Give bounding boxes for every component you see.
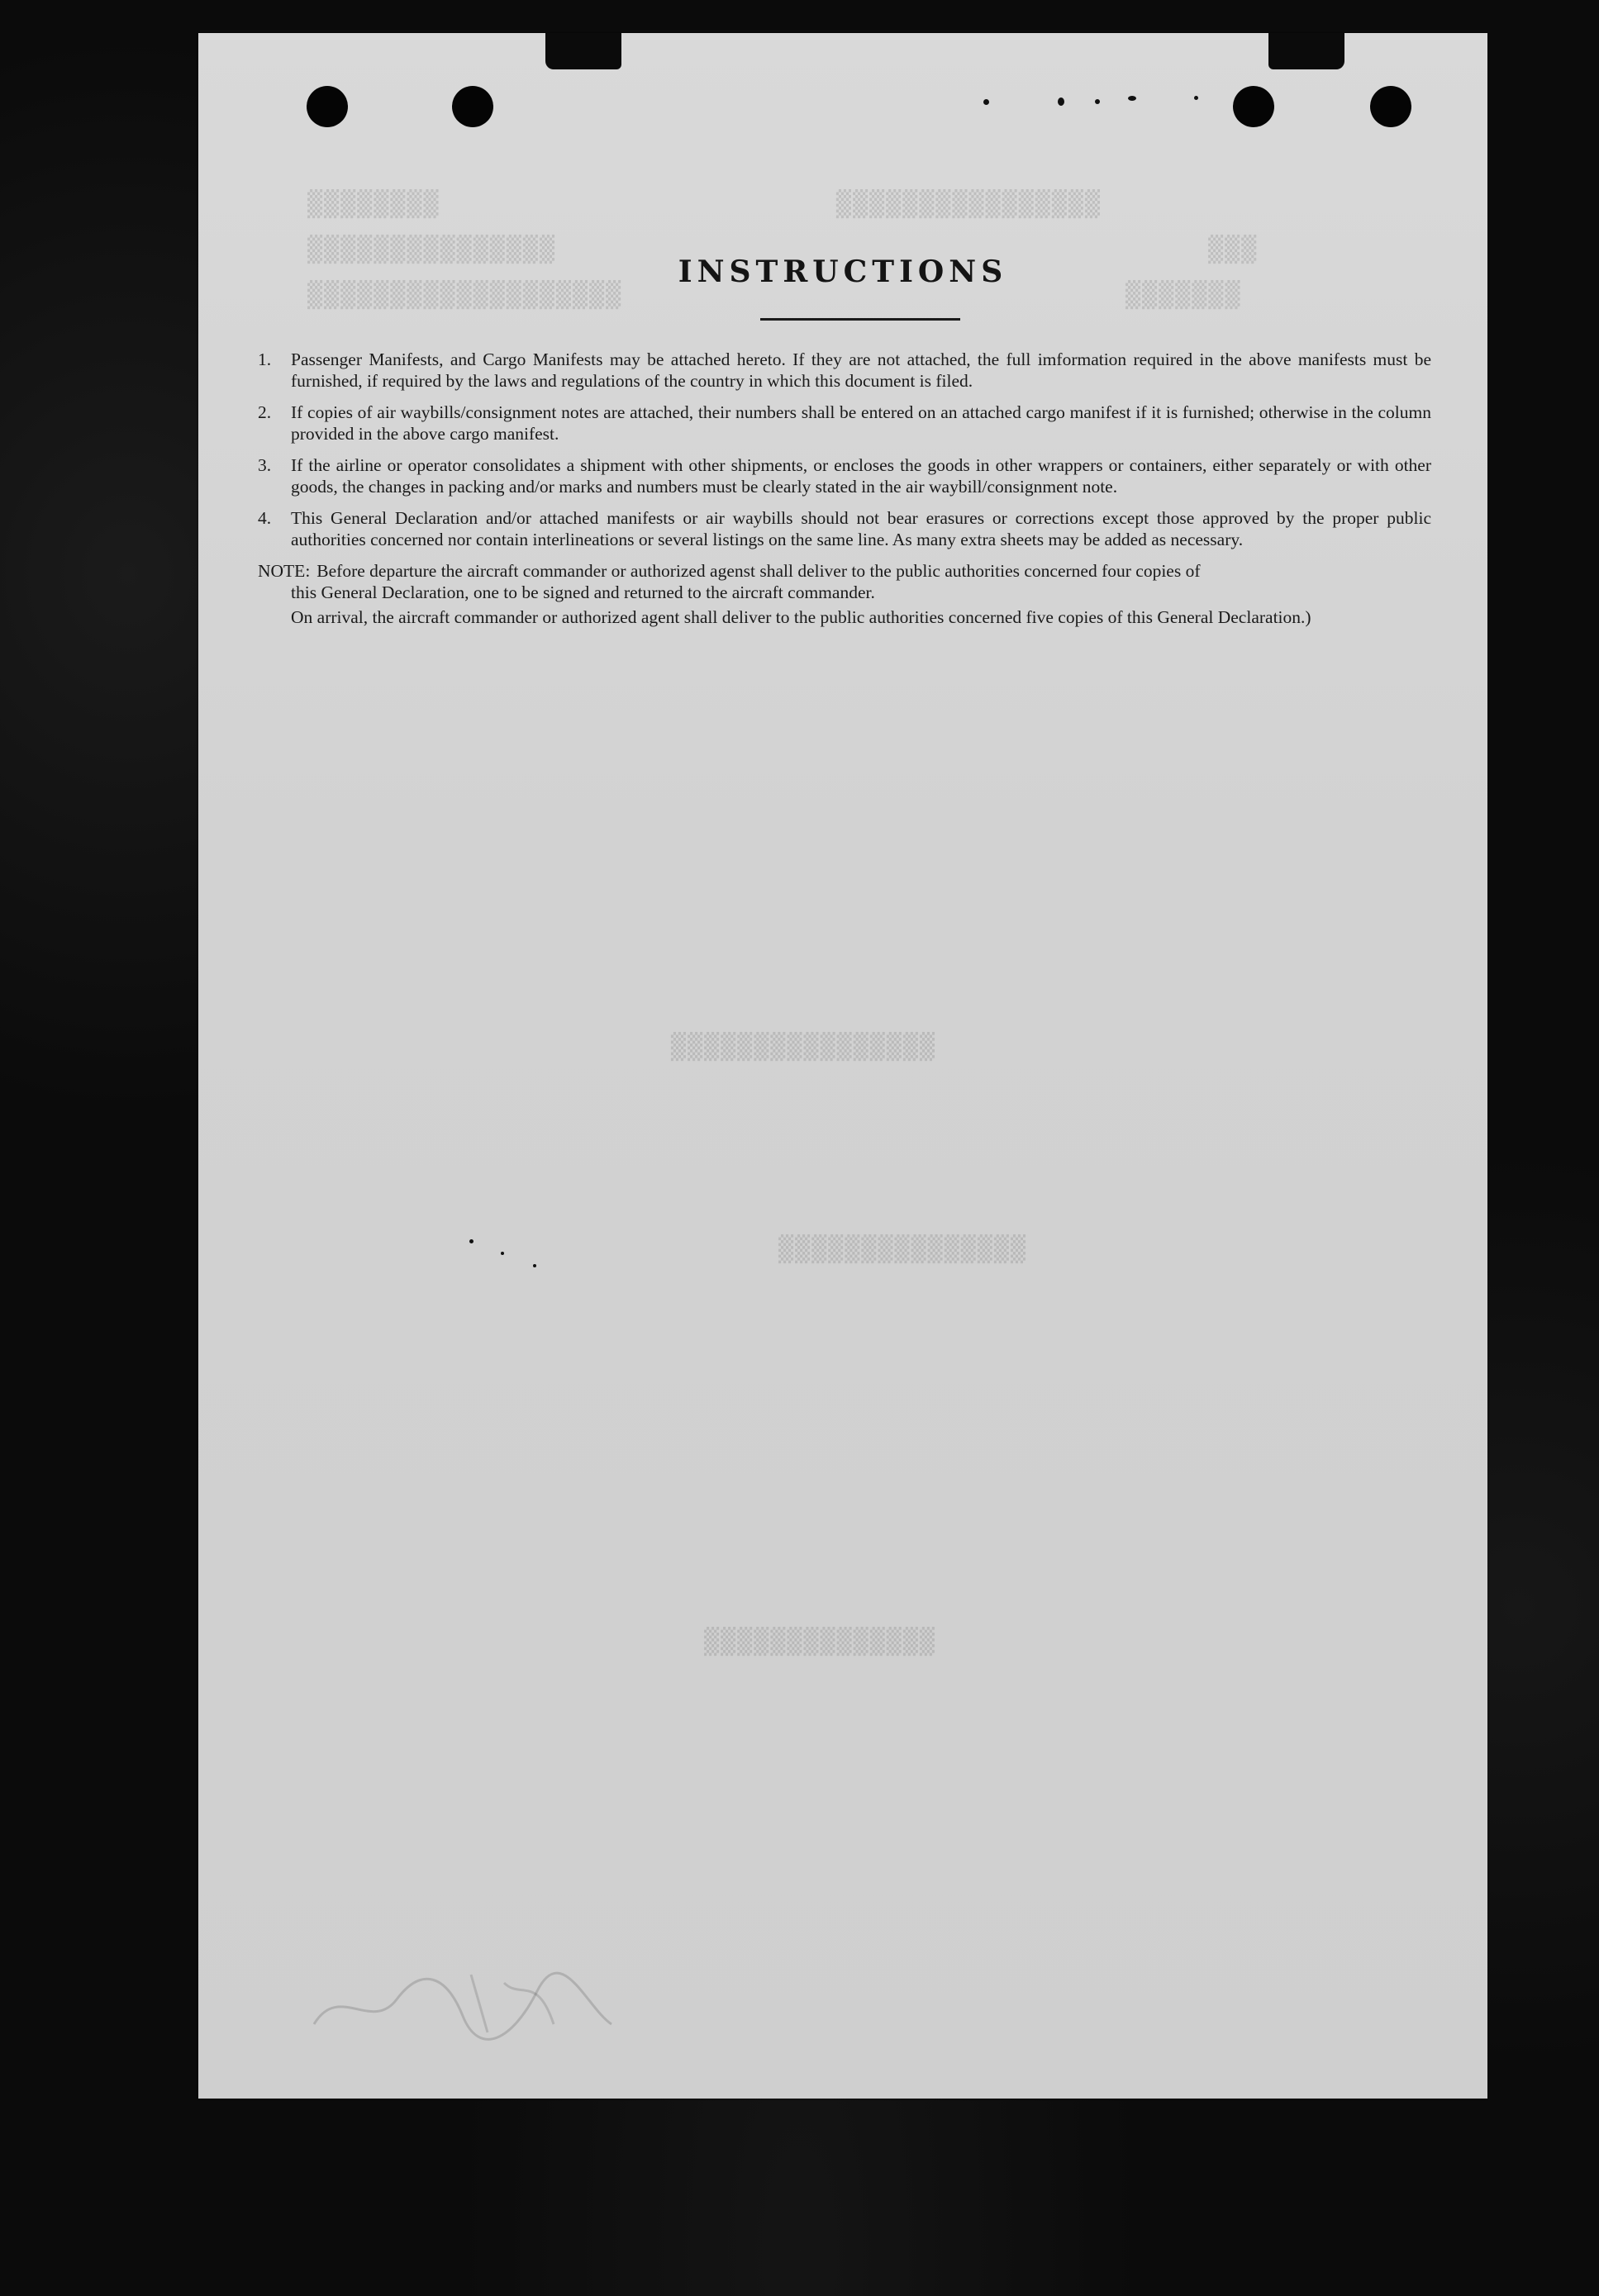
instruction-item [258, 349, 1431, 392]
item-number: 4. [258, 508, 272, 528]
bleed-through-text: ▒▒▒▒▒▒▒▒▒▒▒▒▒▒▒▒ [669, 1033, 935, 1062]
note-label: NOTE: [258, 561, 311, 581]
bleed-through-text: ▒▒▒▒▒▒▒▒▒▒▒▒▒▒▒▒▒▒▒ [306, 281, 621, 310]
note-block [258, 560, 1431, 628]
bleed-through-text: ▒▒▒▒▒▒▒▒▒▒▒▒▒▒▒▒ [835, 190, 1100, 219]
punch-hole-3 [1233, 86, 1274, 127]
top-notch-right [1268, 33, 1344, 69]
punch-hole-4 [1370, 86, 1411, 127]
item-text: This General Declaration and/or attached manifests or air waybills should not bear erasures or corrections except those approved by the proper public authorities concerned nor contain interlineations or several listings on the same line. As many extra sheets may be added as necessary. [291, 508, 1431, 549]
document-page [198, 33, 1487, 2099]
instruction-item [258, 454, 1431, 497]
bleed-through-signature [306, 1950, 620, 2049]
punch-hole-2 [452, 86, 493, 127]
note-text-part1: Before departure the aircraft commander or authorized agenst shall deliver to the public authorities concerned four copies of [316, 561, 1201, 581]
ink-speck [1095, 99, 1100, 104]
item-text: If copies of air waybills/consignment notes are attached, their numbers shall be entered on an attached cargo manifest if it is furnished; otherwise in the column provided in the above cargo manifest. [291, 402, 1431, 444]
instruction-item [258, 402, 1431, 444]
bleed-through-text: ▒▒▒▒▒▒▒▒▒▒▒▒▒▒▒ [777, 1235, 1026, 1264]
punch-hole-1 [307, 86, 348, 127]
note-text-part2: this General Declaration, one to be signed and returned to the aircraft commander. [291, 582, 875, 602]
bleed-through-text: ▒▒▒▒▒▒▒▒▒▒▒▒▒▒ [702, 1628, 935, 1657]
instructions-list [258, 349, 1431, 628]
bleed-through-text: ▒▒▒▒▒▒▒▒▒▒▒▒▒▒▒ [306, 235, 554, 264]
page-title: INSTRUCTIONS [678, 254, 1008, 289]
bleed-through-text: ▒▒▒ [1206, 235, 1257, 264]
ink-speck [1128, 96, 1136, 101]
title-underline [760, 318, 960, 321]
ink-speck [983, 99, 989, 105]
item-number: 2. [258, 402, 272, 422]
note-first-line [258, 560, 1431, 582]
ink-speck [1194, 96, 1198, 100]
item-number: 1. [258, 349, 272, 369]
ink-speck [469, 1239, 474, 1243]
item-text: Passenger Manifests, and Cargo Manifests may be attached hereto. If they are not attached, the full imformation required in the above manifests must be furnished, if required by the laws and regulations of the country in which this document is filed. [291, 349, 1431, 391]
ink-speck [1058, 97, 1064, 106]
item-text: If the airline or operator consolidates a shipment with other shipments, or encloses the goods in other wrappers or containers, either separately or with other goods, the changes in packing and/or marks and numbers must be clearly stated in the air waybill/consignment note. [291, 455, 1431, 497]
instruction-item [258, 507, 1431, 550]
note-text-part3: On arrival, the aircraft commander or authorized agent shall deliver to the public authorities concerned five copies of this General Declaration.) [291, 607, 1311, 627]
bleed-through-text: ▒▒▒▒▒▒▒ [1124, 281, 1240, 310]
bleed-through-text: ▒▒▒▒▒▒▒▒ [306, 190, 439, 219]
item-number: 3. [258, 455, 272, 475]
ink-speck [501, 1252, 504, 1255]
ink-speck [533, 1264, 536, 1267]
top-notch-left [545, 33, 621, 69]
